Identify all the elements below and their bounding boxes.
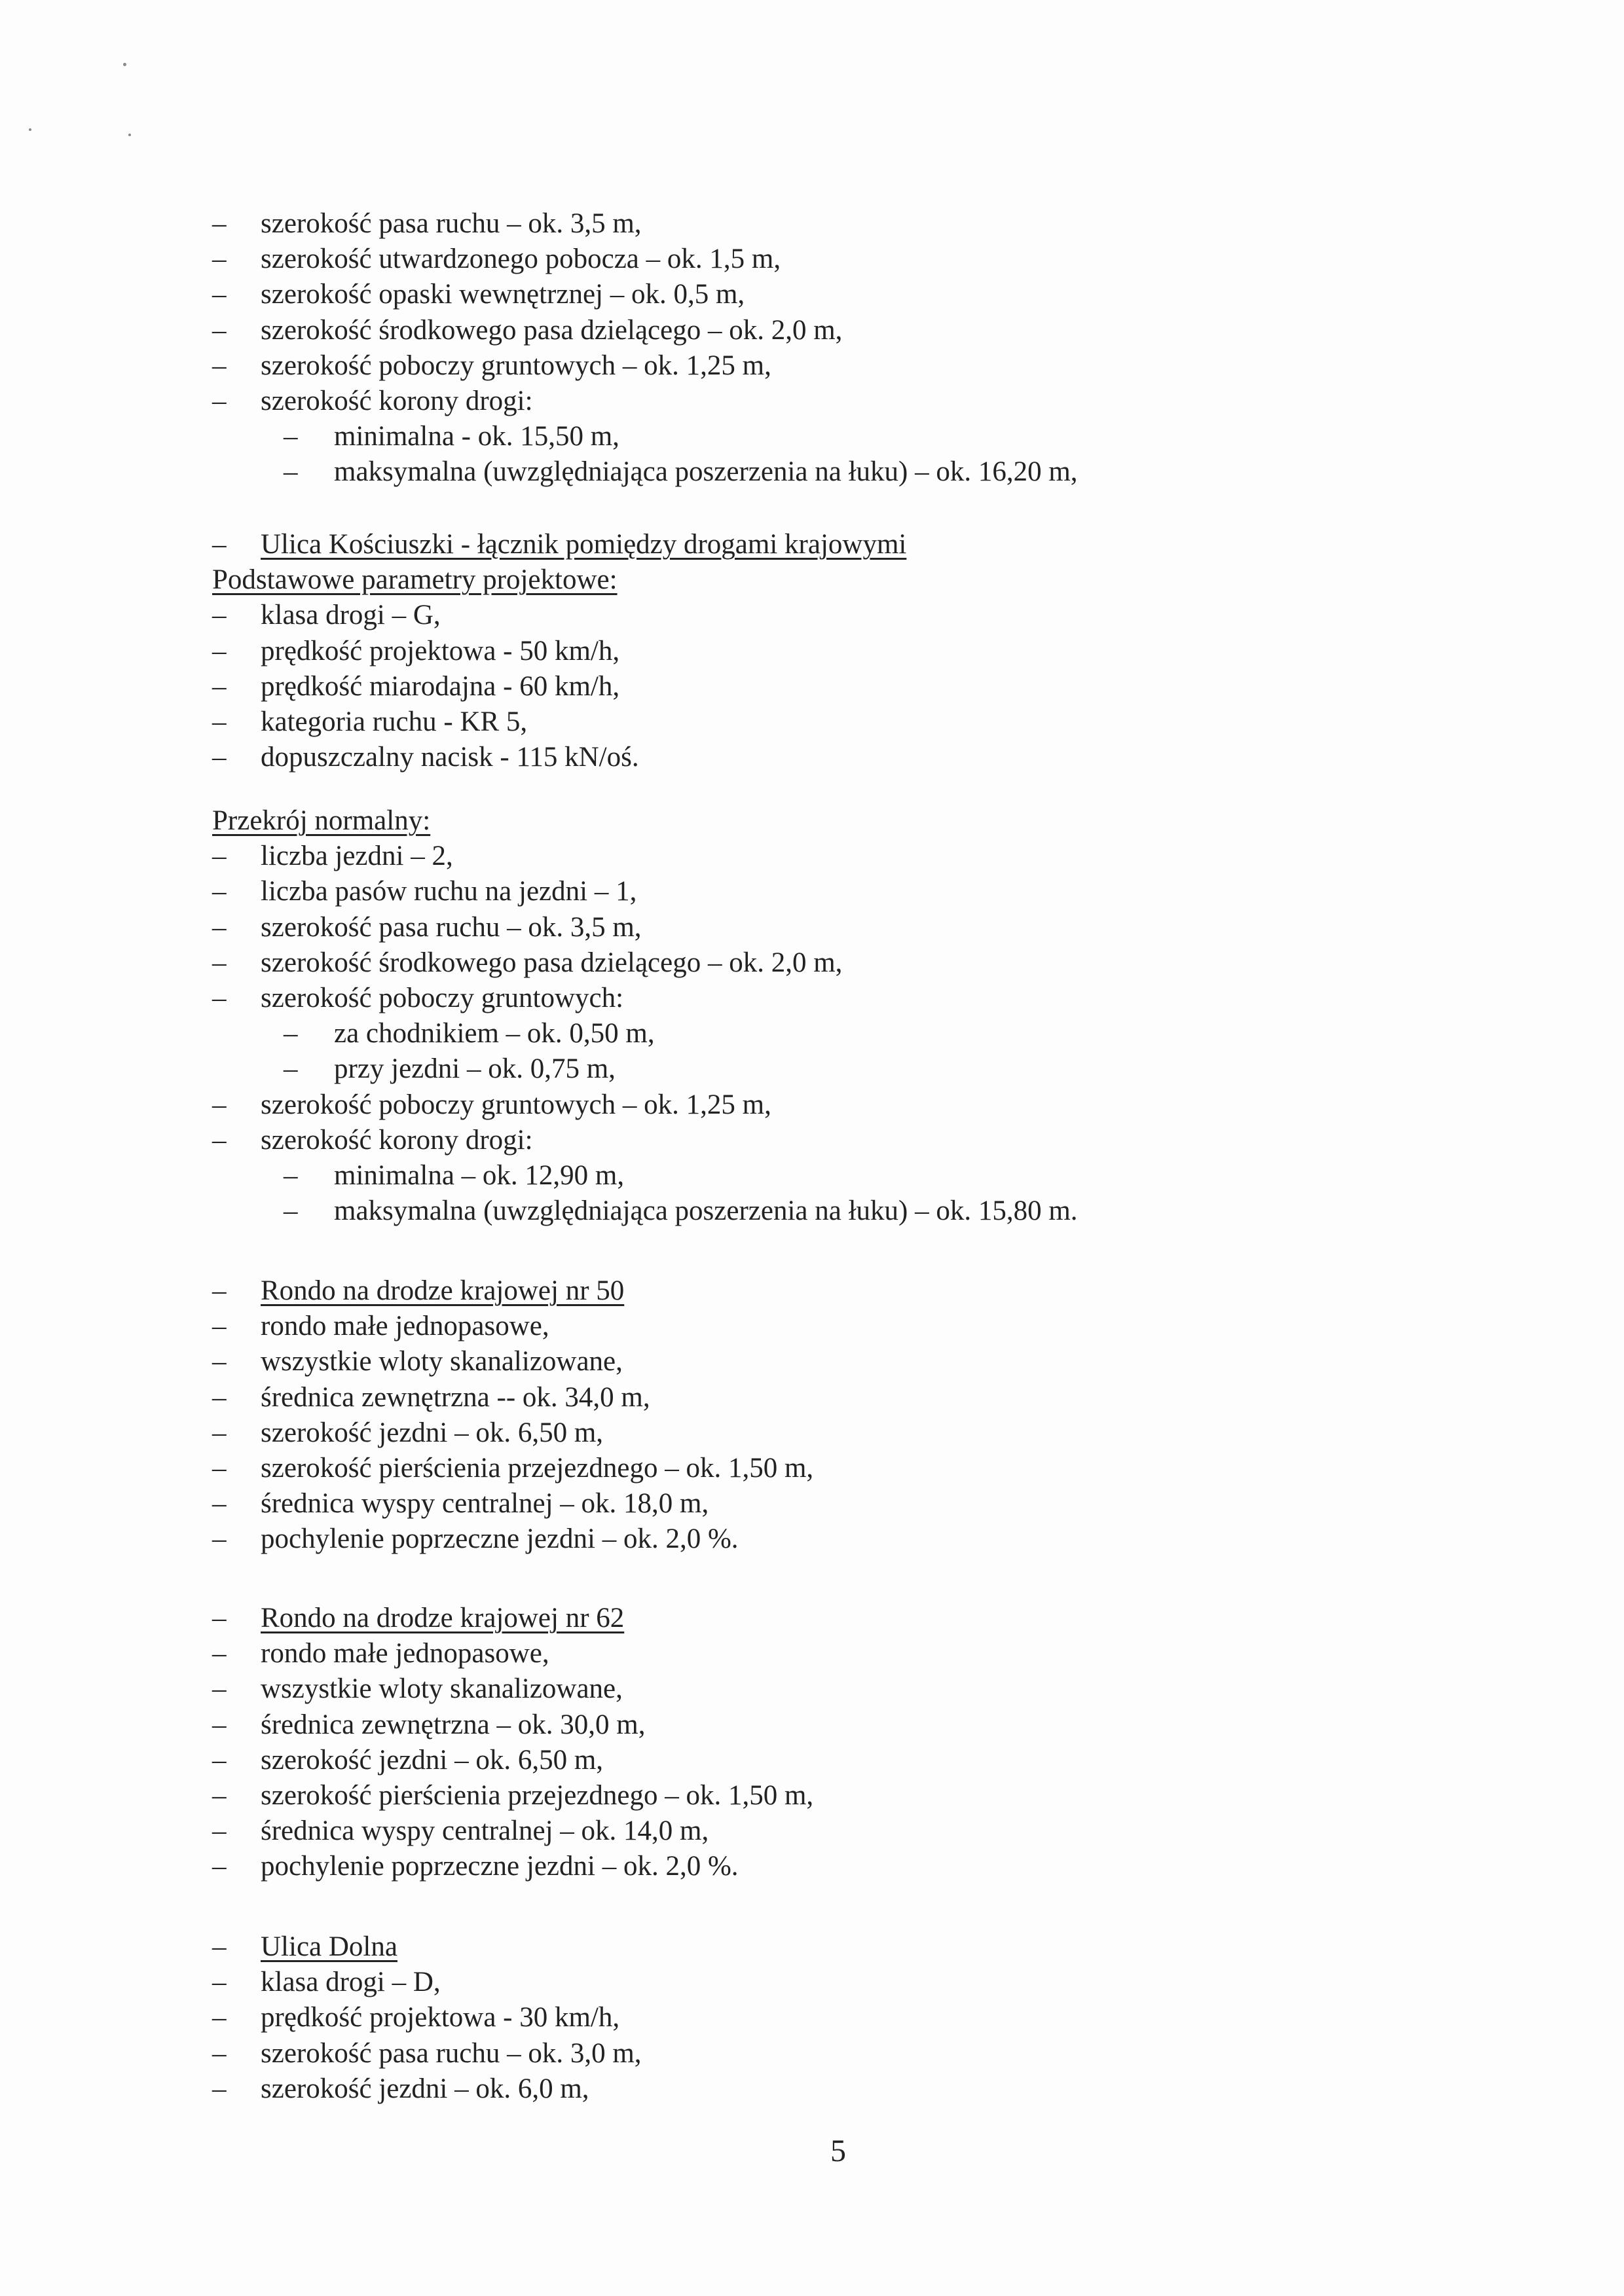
list-item: szerokość korony drogi: [261, 1124, 533, 1156]
list-dash: – [212, 279, 227, 310]
list-item: maksymalna (uwzględniająca poszerzenia na łuku) – ok. 16,20 m, [334, 456, 1078, 488]
list-dash: – [284, 1195, 298, 1227]
list-dash: – [212, 742, 227, 773]
list-dash: – [212, 947, 227, 978]
list-dash: – [212, 208, 227, 239]
list-item: szerokość pasa ruchu – ok. 3,5 m, [261, 911, 642, 943]
list-item: szerokość jezdni – ok. 6,50 m, [261, 1744, 604, 1776]
list-dash: – [212, 1124, 227, 1156]
list-dash: – [212, 911, 227, 943]
list-dash: – [212, 1275, 227, 1306]
section-heading: Przekrój normalny: [212, 805, 431, 836]
list-item: klasa drogi – G, [261, 600, 441, 631]
section-heading: Podstawowe parametry projektowe: [212, 564, 618, 596]
list-dash: – [212, 1744, 227, 1776]
list-dash: – [284, 1018, 298, 1049]
list-dash: – [212, 1638, 227, 1669]
list-item: przy jezdni – ok. 0,75 m, [334, 1053, 616, 1085]
page-number: 5 [830, 2134, 846, 2168]
list-dash: – [212, 1967, 227, 1998]
list-item: za chodnikiem – ok. 0,50 m, [334, 1018, 655, 1049]
list-item: minimalna – ok. 12,90 m, [334, 1160, 625, 1191]
list-dash: – [284, 1160, 298, 1191]
list-item: szerokość poboczy gruntowych: [261, 983, 624, 1013]
list-dash: – [212, 1417, 227, 1448]
list-item: średnica zewnętrzna -- ok. 34,0 m, [261, 1381, 650, 1413]
list-dash: – [212, 2002, 227, 2033]
list-dash: – [212, 350, 227, 381]
list-dash: – [212, 1453, 227, 1484]
list-item: prędkość projektowa - 50 km/h, [261, 635, 620, 666]
scan-speck [128, 134, 131, 136]
list-item: szerokość korony drogi: [261, 386, 533, 416]
section-heading: Ulica Kościuszki - łącznik pomiędzy drogami krajowymi [261, 529, 907, 560]
list-dash: – [212, 1488, 227, 1520]
list-item: szerokość środkowego pasa dzielącego – ok. 2,0 m, [261, 314, 843, 346]
list-dash: – [212, 386, 227, 416]
list-dash: – [212, 706, 227, 737]
list-item: maksymalna (uwzględniająca poszerzenia na łuku) – ok. 15,80 m. [334, 1195, 1078, 1227]
list-item: szerokość jezdni – ok. 6,50 m, [261, 1417, 604, 1448]
scan-speck [123, 63, 126, 66]
list-dash: – [212, 1931, 227, 1962]
list-item: minimalna - ok. 15,50 m, [334, 421, 619, 452]
list-dash: – [212, 635, 227, 666]
list-item: liczba jezdni – 2, [261, 841, 453, 872]
list-item: dopuszczalny nacisk - 115 kN/oś. [261, 742, 639, 773]
list-dash: – [212, 1089, 227, 1120]
list-dash: – [284, 421, 298, 452]
list-item: szerokość utwardzonego pobocza – ok. 1,5 m, [261, 244, 781, 275]
list-item: liczba pasów ruchu na jezdni – 1, [261, 876, 637, 907]
list-item: szerokość środkowego pasa dzielącego – ok. 2,0 m, [261, 947, 843, 978]
list-dash: – [212, 1381, 227, 1413]
list-dash: – [212, 244, 227, 275]
list-dash: – [212, 1851, 227, 1882]
list-dash: – [212, 983, 227, 1013]
list-item: średnica zewnętrzna – ok. 30,0 m, [261, 1709, 646, 1740]
list-dash: – [212, 2073, 227, 2104]
list-dash: – [212, 2037, 227, 2069]
list-dash: – [212, 1673, 227, 1705]
list-dash: – [212, 670, 227, 702]
list-dash: – [212, 600, 227, 631]
list-item: klasa drogi – D, [261, 1967, 441, 1998]
list-item: szerokość pierścienia przejezdnego – ok. 1,50 m, [261, 1453, 814, 1484]
list-item: średnica wyspy centralnej – ok. 18,0 m, [261, 1488, 709, 1520]
list-dash: – [212, 1780, 227, 1811]
list-dash: – [212, 529, 227, 560]
list-item: szerokość poboczy gruntowych – ok. 1,25 m, [261, 1089, 771, 1120]
list-dash: – [212, 876, 227, 907]
section-heading: Rondo na drodze krajowej nr 50 [261, 1275, 625, 1306]
list-dash: – [212, 1311, 227, 1342]
list-dash: – [212, 1815, 227, 1847]
scan-speck [29, 128, 31, 131]
list-item: szerokość pierścienia przejezdnego – ok. 1,50 m, [261, 1780, 814, 1811]
list-item: szerokość jezdni – ok. 6,0 m, [261, 2073, 589, 2104]
list-item: rondo małe jednopasowe, [261, 1638, 549, 1669]
list-item: kategoria ruchu - KR 5, [261, 706, 528, 737]
list-dash: – [212, 1346, 227, 1377]
list-dash: – [212, 1603, 227, 1633]
list-dash: – [212, 841, 227, 872]
section-heading: Ulica Dolna [261, 1931, 397, 1962]
list-item: szerokość poboczy gruntowych – ok. 1,25 m, [261, 350, 771, 381]
list-dash: – [212, 1709, 227, 1740]
list-item: pochylenie poprzeczne jezdni – ok. 2,0 %. [261, 1851, 739, 1882]
section-heading: Rondo na drodze krajowej nr 62 [261, 1603, 625, 1633]
list-dash: – [284, 456, 298, 488]
list-dash: – [284, 1053, 298, 1085]
list-item: prędkość projektowa - 30 km/h, [261, 2002, 620, 2033]
list-item: średnica wyspy centralnej – ok. 14,0 m, [261, 1815, 709, 1847]
list-item: rondo małe jednopasowe, [261, 1311, 549, 1342]
list-item: wszystkie wloty skanalizowane, [261, 1346, 623, 1377]
list-item: wszystkie wloty skanalizowane, [261, 1673, 623, 1705]
list-item: pochylenie poprzeczne jezdni – ok. 2,0 %. [261, 1523, 739, 1555]
list-dash: – [212, 1523, 227, 1555]
list-item: szerokość opaski wewnętrznej – ok. 0,5 m, [261, 279, 745, 310]
list-item: szerokość pasa ruchu – ok. 3,5 m, [261, 208, 642, 239]
list-item: prędkość miarodajna - 60 km/h, [261, 670, 620, 702]
list-dash: – [212, 314, 227, 346]
list-item: szerokość pasa ruchu – ok. 3,0 m, [261, 2037, 642, 2069]
